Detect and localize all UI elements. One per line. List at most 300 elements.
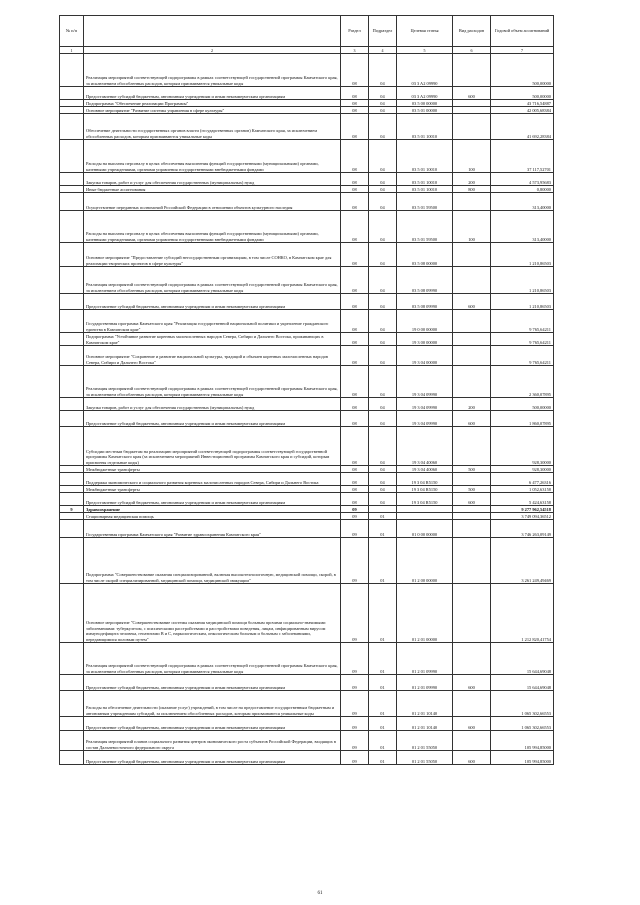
- table-row: [60, 506, 554, 513]
- row-razdel: 09: [341, 751, 369, 765]
- row-amount: 928,30000: [491, 427, 554, 466]
- row-amount: 1 065 302,66553: [491, 717, 554, 731]
- row-target-article: 19 3 04 00000: [397, 346, 453, 366]
- row-razdel: 08: [341, 114, 369, 140]
- row-amount: 313,40000: [491, 211, 554, 243]
- table-row: [60, 731, 554, 751]
- table-row: [60, 346, 554, 366]
- row-target-article: 03 5 01 10010: [397, 140, 453, 173]
- row-amount: 43 716,54887: [491, 100, 554, 107]
- row-expense-type: [453, 366, 491, 398]
- row-expense-type: 600: [453, 294, 491, 310]
- row-amount: 500,00000: [491, 54, 554, 87]
- row-num: 9: [60, 506, 84, 513]
- row-amount: 1 052,63158: [491, 486, 554, 493]
- row-target-article: 19 3 04 R5150: [397, 486, 453, 493]
- table-row: [60, 427, 554, 466]
- row-name: Подпрограмма "Устойчивое развитие коренных малочисленных народов Севера, Сибири и Дальнего Востока, проживающих в Камчатском крае": [84, 333, 341, 346]
- row-podrazdel: 04: [369, 267, 397, 294]
- row-num: [60, 243, 84, 267]
- row-razdel: 08: [341, 411, 369, 427]
- table-row: [60, 366, 554, 398]
- row-podrazdel: 04: [369, 333, 397, 346]
- header-num: № п/п: [60, 16, 84, 47]
- row-target-article: 01 2 01 10140: [397, 717, 453, 731]
- row-expense-type: 600: [453, 493, 491, 506]
- row-name: Осуществление переданных полномочий Российской Федерации в отношении объектов культурного наследия: [84, 193, 341, 211]
- table-body: [60, 54, 554, 765]
- row-expense-type: [453, 107, 491, 114]
- row-target-article: 19 3 04 09990: [397, 398, 453, 411]
- row-expense-type: 200: [453, 173, 491, 186]
- row-name: Реализация мероприятий соответствующей подпрограммы в рамках соответствующей государственной программы Камчатского края, за исключением обособленных расходов, которым присваиваются уникальные коды: [84, 54, 341, 87]
- column-index-row: [60, 47, 554, 54]
- row-target-article: 01 2 01 09990: [397, 675, 453, 691]
- row-podrazdel: 04: [369, 54, 397, 87]
- row-target-article: 03 5 01 59500: [397, 211, 453, 243]
- row-expense-type: [453, 100, 491, 107]
- row-name: Субсидии местным бюджетам на реализацию мероприятий соответствующей подпрограммы соответствующей государственной программы Камчатского края (за исключением мероприятий Инвестиционной программы Камчатского края и субсидий, которым присвоены отдельные коды): [84, 427, 341, 466]
- row-expense-type: 600: [453, 411, 491, 427]
- row-podrazdel: 01: [369, 584, 397, 643]
- row-num: [60, 294, 84, 310]
- row-podrazdel: 01: [369, 643, 397, 675]
- column-index: 7: [491, 47, 554, 54]
- row-name: Межбюджетные трансферты: [84, 486, 341, 493]
- row-num: [60, 584, 84, 643]
- table-row: [60, 717, 554, 731]
- row-podrazdel: 04: [369, 87, 397, 100]
- row-name: Расходы на выплаты персоналу в целях обеспечения выполнения функций государственными (муниципальными) органами, казенными учреждениями, органами управления государственными внебюджетными фондами: [84, 140, 341, 173]
- table-row: [60, 691, 554, 717]
- column-index: 4: [369, 47, 397, 54]
- row-amount: 500,00000: [491, 87, 554, 100]
- row-razdel: 09: [341, 584, 369, 643]
- row-name: Реализация мероприятий соответствующей подпрограммы в рамках соответствующей государственной программы Камчатского края, за исключением обособленных расходов, которым присваиваются уникальные коды: [84, 267, 341, 294]
- table-row: [60, 493, 554, 506]
- row-num: [60, 193, 84, 211]
- row-expense-type: [453, 731, 491, 751]
- row-name: Реализация мероприятий соответствующей подпрограммы в рамках соответствующей государственной программы Камчатского края, за исключением обособленных расходов, которым присваиваются уникальные коды: [84, 643, 341, 675]
- row-target-article: 03 5 08 09990: [397, 294, 453, 310]
- row-amount: 0,80000: [491, 186, 554, 193]
- row-target-article: 19 3 04 09990: [397, 366, 453, 398]
- row-razdel: 08: [341, 267, 369, 294]
- row-razdel: 08: [341, 398, 369, 411]
- row-num: [60, 520, 84, 538]
- row-razdel: 08: [341, 140, 369, 173]
- row-name: Предоставление субсидий бюджетным, автономным учреждениям и иным некоммерческим организациям: [84, 751, 341, 765]
- row-razdel: 09: [341, 731, 369, 751]
- table-row: [60, 513, 554, 520]
- row-expense-type: 500: [453, 466, 491, 473]
- row-razdel: 08: [341, 427, 369, 466]
- row-expense-type: [453, 346, 491, 366]
- row-name: Расходы на выплаты персоналу в целях обеспечения выполнения функций государственными (муниципальными) органами, казенными учреждениями, органами управления государственными внебюджетными фондами: [84, 211, 341, 243]
- budget-table-page: [59, 15, 553, 765]
- row-target-article: 01 2 01 09990: [397, 643, 453, 675]
- row-name: Предоставление субсидий бюджетным, автономным учреждениям и иным некоммерческим организациям: [84, 675, 341, 691]
- row-expense-type: 800: [453, 186, 491, 193]
- row-num: [60, 140, 84, 173]
- row-podrazdel: 01: [369, 520, 397, 538]
- row-razdel: 09: [341, 538, 369, 584]
- row-name: Государственная программа Камчатского края "Развитие здравоохранения Камчатского края": [84, 520, 341, 538]
- row-amount: 5 424,63158: [491, 493, 554, 506]
- row-amount: 1 860,07895: [491, 411, 554, 427]
- row-podrazdel: 04: [369, 411, 397, 427]
- row-podrazdel: 01: [369, 731, 397, 751]
- row-name: Обеспечение деятельности государственных органов власти (государственных органов) Камчатского края, за исключением обособленных расходов, которым присваиваются уникальные коды: [84, 114, 341, 140]
- table-row: [60, 584, 554, 643]
- row-num: [60, 427, 84, 466]
- row-amount: 1 210,86503: [491, 243, 554, 267]
- row-num: [60, 186, 84, 193]
- row-amount: 15 644,69048: [491, 643, 554, 675]
- row-amount: 3 746 263,09149: [491, 520, 554, 538]
- row-amount: 2 360,07895: [491, 366, 554, 398]
- row-expense-type: 600: [453, 87, 491, 100]
- row-target-article: 03 5 01 00000: [397, 107, 453, 114]
- row-num: [60, 366, 84, 398]
- row-target-article: 19 0 00 00000: [397, 310, 453, 333]
- row-amount: 6 477,26316: [491, 473, 554, 486]
- row-podrazdel: 04: [369, 493, 397, 506]
- row-num: [60, 87, 84, 100]
- row-razdel: 08: [341, 466, 369, 473]
- row-target-article: 03 5 01 10010: [397, 114, 453, 140]
- table-row: [60, 87, 554, 100]
- row-podrazdel: 04: [369, 466, 397, 473]
- row-razdel: 09: [341, 520, 369, 538]
- row-num: [60, 486, 84, 493]
- row-expense-type: 600: [453, 717, 491, 731]
- row-name: Подпрограмма "Совершенствование оказания специализированной, включая высокотехнологичную, медицинской помощи, скорой, в том числе скорой специализированной, медицинской помощи, медицинской эвакуации": [84, 538, 341, 584]
- table-row: [60, 538, 554, 584]
- row-razdel: 09: [341, 675, 369, 691]
- row-razdel: 08: [341, 366, 369, 398]
- row-name: Здравоохранение: [84, 506, 341, 513]
- row-razdel: 08: [341, 100, 369, 107]
- row-target-article: 03 5 01 10010: [397, 173, 453, 186]
- table-row: [60, 186, 554, 193]
- header-expense-type: Вид расходов: [453, 16, 491, 47]
- column-index: 2: [84, 47, 341, 54]
- row-name: Поддержка экономического и социального развития коренных малочисленных народов Севера, Сибири и Дальнего Востока: [84, 473, 341, 486]
- row-razdel: 08: [341, 486, 369, 493]
- row-expense-type: 100: [453, 211, 491, 243]
- row-razdel: 08: [341, 54, 369, 87]
- row-podrazdel: 01: [369, 751, 397, 765]
- row-num: [60, 691, 84, 717]
- header-target-article: Целевая статья: [397, 16, 453, 47]
- row-target-article: 01 0 00 00000: [397, 520, 453, 538]
- row-name: Расходы на обеспечение деятельности (оказание услуг) учреждений, в том числе на предоставление государственным бюджетным и автономным учреждениям субсидий, за исключением обособленных расходов, которым присваиваются уникальные коды: [84, 691, 341, 717]
- row-amount: 9 277 962,54518: [491, 506, 554, 513]
- row-razdel: 08: [341, 186, 369, 193]
- row-amount: 1 212 820,41754: [491, 584, 554, 643]
- row-amount: 500,00000: [491, 398, 554, 411]
- row-podrazdel: 04: [369, 346, 397, 366]
- row-target-article: 19 3 00 00000: [397, 333, 453, 346]
- row-expense-type: [453, 538, 491, 584]
- row-name: Государственная программа Камчатского края "Реализация государственной национальной политики и укрепление гражданского единства в Камчатском крае": [84, 310, 341, 333]
- row-expense-type: [453, 114, 491, 140]
- table-row: [60, 100, 554, 107]
- row-target-article: 03 3 A2 09990: [397, 87, 453, 100]
- row-num: [60, 398, 84, 411]
- row-expense-type: [453, 243, 491, 267]
- row-num: [60, 513, 84, 520]
- row-expense-type: [453, 513, 491, 520]
- row-name: Предоставление субсидий бюджетным, автономным учреждениям и иным некоммерческим организациям: [84, 87, 341, 100]
- row-num: [60, 751, 84, 765]
- row-razdel: 08: [341, 294, 369, 310]
- row-name: Предоставление субсидий бюджетным, автономным учреждениям и иным некоммерческим организациям: [84, 717, 341, 731]
- row-num: [60, 538, 84, 584]
- row-podrazdel: 04: [369, 193, 397, 211]
- table-row: [60, 140, 554, 173]
- row-amount: 9 765,64211: [491, 333, 554, 346]
- row-razdel: 08: [341, 333, 369, 346]
- row-target-article: 03 5 08 00000: [397, 243, 453, 267]
- row-razdel: 08: [341, 173, 369, 186]
- row-amount: 42 005,68384: [491, 107, 554, 114]
- table-row: [60, 520, 554, 538]
- row-name: Реализация мероприятий планов социального развития центров экономического роста субъектов Российской Федерации, входящих в состав Дальневосточного федерального округа: [84, 731, 341, 751]
- row-name: Предоставление субсидий бюджетным, автономным учреждениям и иным некоммерческим организациям: [84, 493, 341, 506]
- row-amount: 1 210,86503: [491, 294, 554, 310]
- header-annual-amount: Годовой объем ассигнований: [491, 16, 554, 47]
- row-razdel: 09: [341, 691, 369, 717]
- row-amount: 1 065 302,66553: [491, 691, 554, 717]
- row-expense-type: 600: [453, 675, 491, 691]
- row-num: [60, 107, 84, 114]
- row-num: [60, 717, 84, 731]
- row-target-article: 01 2 00 00000: [397, 538, 453, 584]
- table-row: [60, 211, 554, 243]
- row-target-article: [397, 506, 453, 513]
- row-target-article: 19 3 04 R5150: [397, 493, 453, 506]
- row-razdel: 08: [341, 87, 369, 100]
- row-amount: 105 994,85000: [491, 751, 554, 765]
- row-num: [60, 643, 84, 675]
- row-target-article: 03 5 00 00000: [397, 100, 453, 107]
- row-target-article: 01 2 01 10140: [397, 691, 453, 717]
- row-num: [60, 333, 84, 346]
- row-podrazdel: 04: [369, 243, 397, 267]
- table-row: [60, 675, 554, 691]
- row-amount: 4 573,95683: [491, 173, 554, 186]
- row-amount: 105 994,85000: [491, 731, 554, 751]
- row-num: [60, 411, 84, 427]
- row-amount: 41 692,28384: [491, 114, 554, 140]
- row-podrazdel: 04: [369, 173, 397, 186]
- row-target-article: 01 2 01 00000: [397, 584, 453, 643]
- row-name: Основное мероприятие "Предоставление субсидий негосударственным организациям, в том числе СОНКО, в Камчатском крае для реализации творческих проектов в сфере культуры": [84, 243, 341, 267]
- row-podrazdel: 04: [369, 486, 397, 493]
- row-amount: 9 765,64211: [491, 310, 554, 333]
- row-podrazdel: 04: [369, 100, 397, 107]
- row-name: Закупка товаров, работ и услуг для обеспечения государственных (муниципальных) нужд: [84, 398, 341, 411]
- row-num: [60, 310, 84, 333]
- row-name: Предоставление субсидий бюджетным, автономным учреждениям и иным некоммерческим организациям: [84, 294, 341, 310]
- row-amount: 15 644,69048: [491, 675, 554, 691]
- row-podrazdel: 04: [369, 398, 397, 411]
- table-row: [60, 466, 554, 473]
- row-name: Основное мероприятие "Сохранение и развитие национальной культуры, традиций и обычаев коренных малочисленных народов Севера, Сибири и Дальнего Востока": [84, 346, 341, 366]
- row-target-article: 19 3 04 40060: [397, 466, 453, 473]
- row-podrazdel: 01: [369, 675, 397, 691]
- row-amount: 3 261 249,49469: [491, 538, 554, 584]
- table-row: [60, 294, 554, 310]
- table-row: [60, 54, 554, 87]
- row-expense-type: [453, 427, 491, 466]
- row-num: [60, 100, 84, 107]
- row-podrazdel: 04: [369, 473, 397, 486]
- row-amount: 37 117,52701: [491, 140, 554, 173]
- row-razdel: 08: [341, 211, 369, 243]
- column-index: 5: [397, 47, 453, 54]
- row-podrazdel: [369, 506, 397, 513]
- row-podrazdel: 04: [369, 211, 397, 243]
- row-razdel: 08: [341, 193, 369, 211]
- table-header-row: [60, 16, 554, 47]
- row-amount: 928,30000: [491, 466, 554, 473]
- row-razdel: 08: [341, 310, 369, 333]
- header-name: [84, 16, 341, 47]
- row-razdel: 09: [341, 513, 369, 520]
- row-num: [60, 731, 84, 751]
- row-name: Реализация мероприятий соответствующей подпрограммы в рамках соответствующей государственной программы Камчатского края, за исключением обособленных расходов, которым присваиваются уникальные коды: [84, 366, 341, 398]
- row-expense-type: [453, 193, 491, 211]
- row-amount: 9 765,64211: [491, 346, 554, 366]
- row-amount: 313,40000: [491, 193, 554, 211]
- row-num: [60, 675, 84, 691]
- row-target-article: 01 2 01 55050: [397, 731, 453, 751]
- row-expense-type: [453, 473, 491, 486]
- table-row: [60, 114, 554, 140]
- row-name: Подпрограмма "Обеспечение реализации Программы": [84, 100, 341, 107]
- row-podrazdel: 01: [369, 717, 397, 731]
- row-target-article: 03 5 08 09990: [397, 267, 453, 294]
- row-razdel: 08: [341, 473, 369, 486]
- row-razdel: 08: [341, 346, 369, 366]
- row-podrazdel: 04: [369, 294, 397, 310]
- row-expense-type: [453, 520, 491, 538]
- row-num: [60, 211, 84, 243]
- row-name: Иные бюджетные ассигнования: [84, 186, 341, 193]
- row-target-article: 03 5 01 10010: [397, 186, 453, 193]
- row-num: [60, 54, 84, 87]
- row-podrazdel: 04: [369, 107, 397, 114]
- table-row: [60, 411, 554, 427]
- table-row: [60, 643, 554, 675]
- row-podrazdel: 04: [369, 186, 397, 193]
- row-podrazdel: 01: [369, 691, 397, 717]
- table-row: [60, 193, 554, 211]
- table-row: [60, 751, 554, 765]
- row-target-article: 01 2 01 55050: [397, 751, 453, 765]
- row-razdel: 08: [341, 107, 369, 114]
- row-podrazdel: 04: [369, 114, 397, 140]
- row-name: Основное мероприятие "Совершенствование системы оказания медицинской помощи больным прочими социально-значимыми заболеваниями: туберкулезом, с психическими расстройствами и расстройствами поведения, лицам, инфицированным вирусом иммунодефицита человека, гепатитами В и С, наркологическим, онкологическим больным и больным с заболеваниями, передающимися половым путем": [84, 584, 341, 643]
- table-row: [60, 473, 554, 486]
- row-amount: 3 749 094,36512: [491, 513, 554, 520]
- page-number: 61: [317, 891, 323, 896]
- row-expense-type: [453, 506, 491, 513]
- row-num: [60, 466, 84, 473]
- table-row: [60, 267, 554, 294]
- row-name: Основное мероприятие "Развитие системы управления в сфере культуры": [84, 107, 341, 114]
- row-target-article: [397, 513, 453, 520]
- row-expense-type: 200: [453, 398, 491, 411]
- table-row: [60, 173, 554, 186]
- row-num: [60, 473, 84, 486]
- row-expense-type: [453, 333, 491, 346]
- row-target-article: 19 3 04 09990: [397, 411, 453, 427]
- budget-table: [59, 15, 554, 765]
- row-num: [60, 114, 84, 140]
- row-podrazdel: 04: [369, 310, 397, 333]
- column-index: 6: [453, 47, 491, 54]
- row-podrazdel: 04: [369, 427, 397, 466]
- row-expense-type: [453, 584, 491, 643]
- column-index: 3: [341, 47, 369, 54]
- header-podrazdel: Подраздел: [369, 16, 397, 47]
- table-row: [60, 107, 554, 114]
- column-index: 1: [60, 47, 84, 54]
- row-num: [60, 267, 84, 294]
- row-target-article: 19 3 04 40060: [397, 427, 453, 466]
- row-name: Закупка товаров, работ и услуг для обеспечения государственных (муниципальных) нужд: [84, 173, 341, 186]
- table-row: [60, 398, 554, 411]
- row-target-article: 19 3 04 R5150: [397, 473, 453, 486]
- row-expense-type: 600: [453, 751, 491, 765]
- row-podrazdel: 01: [369, 538, 397, 584]
- row-podrazdel: 01: [369, 513, 397, 520]
- row-expense-type: 100: [453, 140, 491, 173]
- row-num: [60, 493, 84, 506]
- row-amount: 1 210,86503: [491, 267, 554, 294]
- row-razdel: 09: [341, 643, 369, 675]
- row-name: Стационарная медицинская помощь: [84, 513, 341, 520]
- table-row: [60, 486, 554, 493]
- row-name: Межбюджетные трансферты: [84, 466, 341, 473]
- row-expense-type: [453, 691, 491, 717]
- row-razdel: 08: [341, 243, 369, 267]
- row-num: [60, 173, 84, 186]
- row-expense-type: [453, 643, 491, 675]
- row-razdel: 09: [341, 506, 369, 513]
- row-expense-type: [453, 310, 491, 333]
- row-podrazdel: 04: [369, 366, 397, 398]
- row-expense-type: [453, 54, 491, 87]
- row-podrazdel: 04: [369, 140, 397, 173]
- row-expense-type: [453, 267, 491, 294]
- table-row: [60, 333, 554, 346]
- row-expense-type: 500: [453, 486, 491, 493]
- row-target-article: 03 5 01 59500: [397, 193, 453, 211]
- row-razdel: 09: [341, 717, 369, 731]
- row-razdel: 08: [341, 493, 369, 506]
- row-num: [60, 346, 84, 366]
- table-row: [60, 243, 554, 267]
- row-name: Предоставление субсидий бюджетным, автономным учреждениям и иным некоммерческим организациям: [84, 411, 341, 427]
- row-target-article: 03 3 A2 09990: [397, 54, 453, 87]
- table-row: [60, 310, 554, 333]
- header-razdel: Раздел: [341, 16, 369, 47]
